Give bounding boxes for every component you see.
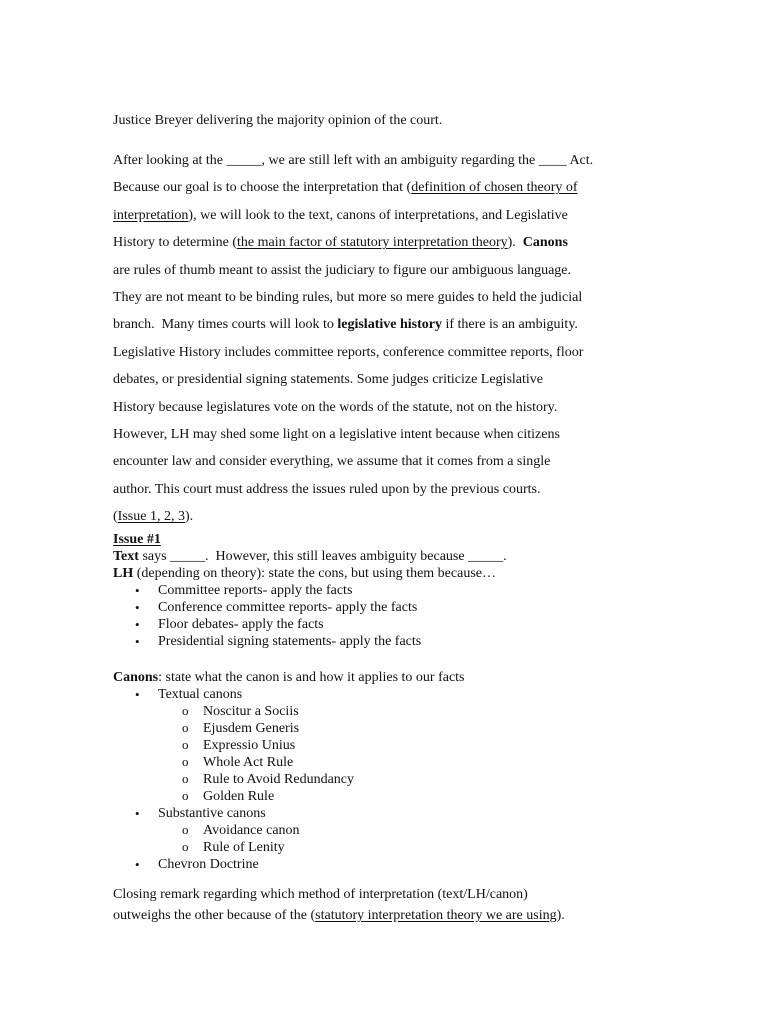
paragraph-line — [113, 229, 653, 256]
paragraph-line — [113, 311, 653, 338]
text-run: ). — [507, 235, 523, 251]
paragraph-line: After looking at the _____, we are still left with an ambiguity regarding the ____ Act. — [113, 153, 594, 168]
list-item: • Floor debates- apply the facts — [113, 616, 673, 633]
bold-term: Canons — [113, 670, 159, 685]
text-run: ), we will look to the text, canons of interpretations, and Legislative — [188, 207, 568, 223]
text-run: says _____. However, this still leaves ambiguity because _____. — [138, 549, 507, 564]
text-run: History to determine ( — [113, 235, 238, 251]
bold-term: legislative history — [337, 317, 442, 333]
list-item: • Chevron Doctrine — [113, 856, 673, 873]
text-run: outweighs the other because of the ( — [113, 908, 316, 923]
issue-heading: Issue #1 — [113, 532, 161, 547]
sub-list-item: o Avoidance canon — [113, 822, 673, 839]
underlined-text: Issue 1, 2, 3 — [117, 509, 185, 525]
list-item — [113, 805, 673, 856]
paragraph-line: History because legislatures vote on the words of the statute, not on the history. — [113, 399, 558, 415]
substantive-canons-list — [113, 822, 673, 856]
sub-list-item: o Golden Rule — [113, 788, 673, 805]
intro-line: Justice Breyer delivering the majority opinion of the court. — [113, 113, 443, 128]
paragraph-line — [113, 503, 653, 530]
list-item-label: Textual canons — [158, 687, 243, 702]
text-run: ( — [113, 509, 118, 525]
sub-list-item: o Expressio Unius — [113, 737, 673, 754]
text-run: : state what the canon is and how it applies to our facts — [158, 670, 465, 685]
text-run: ). — [184, 509, 194, 525]
underlined-text: the main factor of statutory interpretation theory — [237, 235, 508, 251]
text-run: if there is an ambiguity. — [441, 317, 578, 333]
closing-line — [113, 905, 673, 926]
list-item: • Committee reports- apply the facts — [113, 582, 673, 599]
paragraph-line — [113, 174, 653, 201]
list-item-label: Substantive canons — [158, 806, 266, 821]
paragraph-line: They are not meant to be binding rules, but more so mere guides to held the judicial — [113, 290, 583, 306]
underlined-text: interpretation — [113, 207, 189, 223]
paragraph-line: encounter law and consider everything, we assume that it comes from a single — [113, 454, 551, 470]
list-item — [113, 686, 673, 805]
bold-term: Text — [113, 549, 139, 564]
canons-line — [113, 669, 673, 686]
canons-list — [113, 686, 673, 873]
paragraph-line — [113, 202, 653, 229]
list-item: • Conference committee reports- apply the facts — [113, 599, 673, 616]
sub-list-item: o Ejusdem Generis — [113, 720, 673, 737]
text-run: (depending on theory): state the cons, but using them because… — [133, 566, 496, 581]
closing-line: Closing remark regarding which method of interpretation (text/LH/canon) — [113, 887, 528, 902]
underlined-text: definition of chosen theory of — [411, 180, 578, 196]
closing-remark — [113, 884, 673, 926]
bold-term: Canons — [522, 235, 568, 251]
opinion-paragraph — [113, 147, 653, 531]
sub-list-item: o Rule to Avoid Redundancy — [113, 771, 673, 788]
canons-section — [113, 669, 673, 873]
underlined-text: statutory interpretation theory we are using — [315, 908, 557, 923]
textual-canons-list — [113, 703, 673, 805]
paragraph-line: However, LH may shed some light on a legislative intent because when citizens — [113, 427, 560, 443]
bold-term: LH — [113, 566, 134, 581]
sub-list-item: o Noscitur a Sociis — [113, 703, 673, 720]
paragraph-line: Legislative History includes committee reports, conference committee reports, floor — [113, 344, 584, 360]
paragraph-line: debates, or presidential signing statements. Some judges criticize Legislative — [113, 372, 543, 388]
text-run: branch. Many times courts will look to — [113, 317, 338, 333]
sub-list-item: o Whole Act Rule — [113, 754, 673, 771]
list-item: • Presidential signing statements- apply the facts — [113, 633, 673, 650]
sub-list-item: o Rule of Lenity — [113, 839, 673, 856]
text-run: Because our goal is to choose the interpretation that ( — [113, 180, 412, 196]
paragraph-line: are rules of thumb meant to assist the judiciary to figure our ambiguous language. — [113, 262, 571, 278]
text-run: ). — [556, 908, 565, 923]
text-line — [113, 548, 673, 565]
lh-line — [113, 565, 673, 582]
issue-section — [113, 531, 673, 650]
lh-list — [113, 582, 673, 650]
paragraph-line: author. This court must address the issues ruled upon by the previous courts. — [113, 481, 541, 497]
